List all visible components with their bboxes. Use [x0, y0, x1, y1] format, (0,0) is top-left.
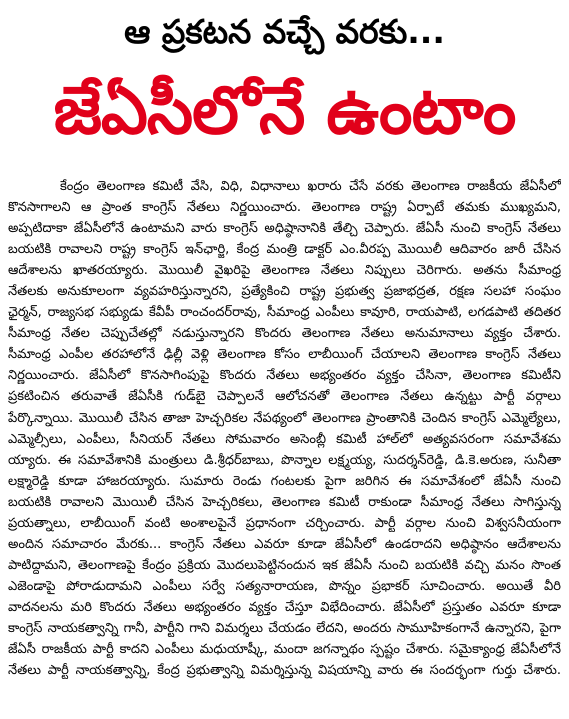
article-body-line: అప్పటిదాకా జేఏసీలోనే ఉంటామని వారు కాంగ్రెస్ అధిష్ఠానానికి తేల్చి చెప్పారు. జేఏసీ నుంచి కాంగ్రెస్ నేతలు: [8, 221, 561, 237]
article-body: [8, 176, 561, 681]
article-body-line: ప్రకటించిన తరువాతే జేఏసీకి గుడ్‌బై చెప్పాలనే ఆలోచనతో తెలంగాణ నేతలు ఉన్నట్టు పార్టీ వర్గాలు: [8, 389, 561, 405]
article-body-line: సీమాంధ్ర నేతల చెప్పుచేతల్లో నడుస్తున్నారని కొందరు తెలంగాణ నేతలు అనుమానాలు వ్యక్తం చేశారు.: [8, 326, 561, 342]
article-body-line: కేంద్రం తెలంగాణ కమిటీ వేసి, విధి, విధానాలు ఖరారు చేసే వరకు తెలంగాణ రాజకీయ జేఏసీలో: [60, 179, 561, 194]
article-body-line: నేతలు పార్టీ నాయకత్వాన్ని, కేంద్ర ప్రభుత్వాన్ని విమర్శిస్తున్న విషయాన్ని వారు ఈ సందర్భంగా గుర్తు చేశారు.: [8, 663, 561, 679]
article-body-line: బయటికి రావాలని రాష్ట్ర కాంగ్రెస్ ఇన్‌ఛార్జి, కేంద్ర మంత్రి డాక్టర్ ఎం.వీరప్ప మొయిలీ ఆదివారం జారీ చేసిన: [8, 242, 561, 258]
article-body-line: కాంగ్రెస్ నాయకత్వాన్ని గానీ, పార్టీని గాని విమర్శలు చేయడం లేదని, అందరు సామూహికంగానే ఉన్నారని, పైగా: [8, 620, 561, 636]
article-body-line: ఎమ్మెల్సీలు, ఎంపీలు, సీనియర్ నేతలు సోమవారం అసెంబ్లీ కమిటీ హాల్‌లో అత్యవసరంగా సమావేశమ: [8, 431, 561, 447]
article-body-line: లక్ష్మారెడ్డి కూడా హాజరయ్యారు. సుమారు రెండు గంటలకు పైగా జరిగిన ఈ సమావేశంలో జేఏసీ నుంచి: [8, 473, 561, 489]
article-body-line: సీమాంధ్ర ఎంపీల తరహాలోనే ఢిల్లీ వెళ్లి తెలంగాణ కోసం లాబీయింగ్ చేయాలని తెలంగాణ కాంగ్రెస్ నేతలు: [8, 347, 561, 363]
article-body-line: ఛైర్మన్, రాజ్యసభ సభ్యుడు కేవీపీ రాంచందర్‌రావు, సీమాంధ్ర ఎంపీలు కావూరి, రాయపాటి, లగడపాటి తదితర: [8, 305, 561, 321]
article-body-line: ఆదేశాలను ఖాతరయ్యారు. మొయిలీ వైఖరిపై తెలంగాణ నేతలు నిప్పులు చెరిగారు. అతను సీమాంధ్ర: [8, 263, 561, 279]
article-body-line: నేతలకు అనుకూలంగా వ్యవహరిస్తున్నారని, ప్రత్యేకించి రాష్ట్ర ప్రభుత్వ ప్రజాభద్రత, రక్షణ సలహా సంఘం: [8, 284, 561, 300]
article-body-line: జేఏసీ రాజకీయ పార్టీ కాదని ఎంపీలు మధుయాష్కీ, మందా జగన్నాథం స్పష్టం చేశారు. సమైక్యాంధ్ర జేఏసీలోనే: [8, 642, 561, 658]
article-body-line: బయటికి రావాలని మొయిలీ చేసిన హెచ్చరికలు, తెలంగాణ కమిటీ రాకుండా సీమాంధ్ర నేతలు సాగిస్తున్న: [8, 494, 561, 510]
article-body-line: ప్రయత్నాలు, లాబీయింగ్ వంటి అంశాలపైనే ప్రధానంగా చర్చించారు. పార్టీ వర్గాల నుంచి విశ్వసనీయంగా: [8, 515, 561, 531]
article-body-line: పాటిద్దామని, తెలంగాణపై కేంద్రం ప్రక్రియ మొదలుపెట్టినందున ఇక జేఏసీ నుంచి బయటికి వచ్చి మనం సొంత: [8, 557, 561, 573]
article-body-line: ఎజెండాపై పోరాడుదామని ఎంపీలు సర్వే సత్యనారాయణ, పొన్నం ప్రభాకర్ సూచించారు. అయితే వీరి: [8, 578, 561, 594]
article-headline: జేఏసీలోనే ఉంటాం: [53, 72, 516, 149]
article-body-line: పేర్కొన్నాయి. మొయిలీ చేసిన తాజా హెచ్చరికల నేపథ్యంలో తెలంగాణ ప్రాంతానికి చెందిన కాంగ్రెస్ ఎమ్మెల్యేలు,: [8, 410, 561, 426]
article-body-line: అందిన సమాచారం మేరకు... కాంగ్రెస్ నేతలు ఎవరూ కూడా జేఏసీలో ఉండరాదని అధిష్ఠానం ఆదేశాలను: [8, 536, 561, 552]
article-body-line: వాదనలను మరి కొందరు నేతలు అభ్యంతరం వ్యక్తం చేస్తూ విభేదించారు. జేఏసీలో ప్రస్తుతం ఎవరూ కూడా: [8, 599, 561, 615]
article-subheadline: ఆ ప్రకటన వచ్చే వరకు...: [124, 12, 445, 51]
article-body-line: య్యారు. ఈ సమావేశానికి మంత్రులు డి.శ్రీధర్‌బాబు, పొన్నాల లక్ష్మయ్య, సుదర్శన్‌రెడ్డి, డి.కె.అరుణ, సునీతా: [8, 452, 561, 468]
article-body-line: నిర్ణయించారు. జేఏసీలో కొనసాగింపుపై కొందరు నేతలు అభ్యంతరం వ్యక్తం చేసినా, తెలంగాణ కమిటీని: [8, 368, 561, 384]
article-body-line: కొనసాగాలని ఆ ప్రాంత కాంగ్రెస్ నేతలు నిర్ణయించారు. తెలంగాణ రాష్ట్ర ఏర్పాటే తమకు ముఖ్యమని,: [8, 200, 561, 216]
